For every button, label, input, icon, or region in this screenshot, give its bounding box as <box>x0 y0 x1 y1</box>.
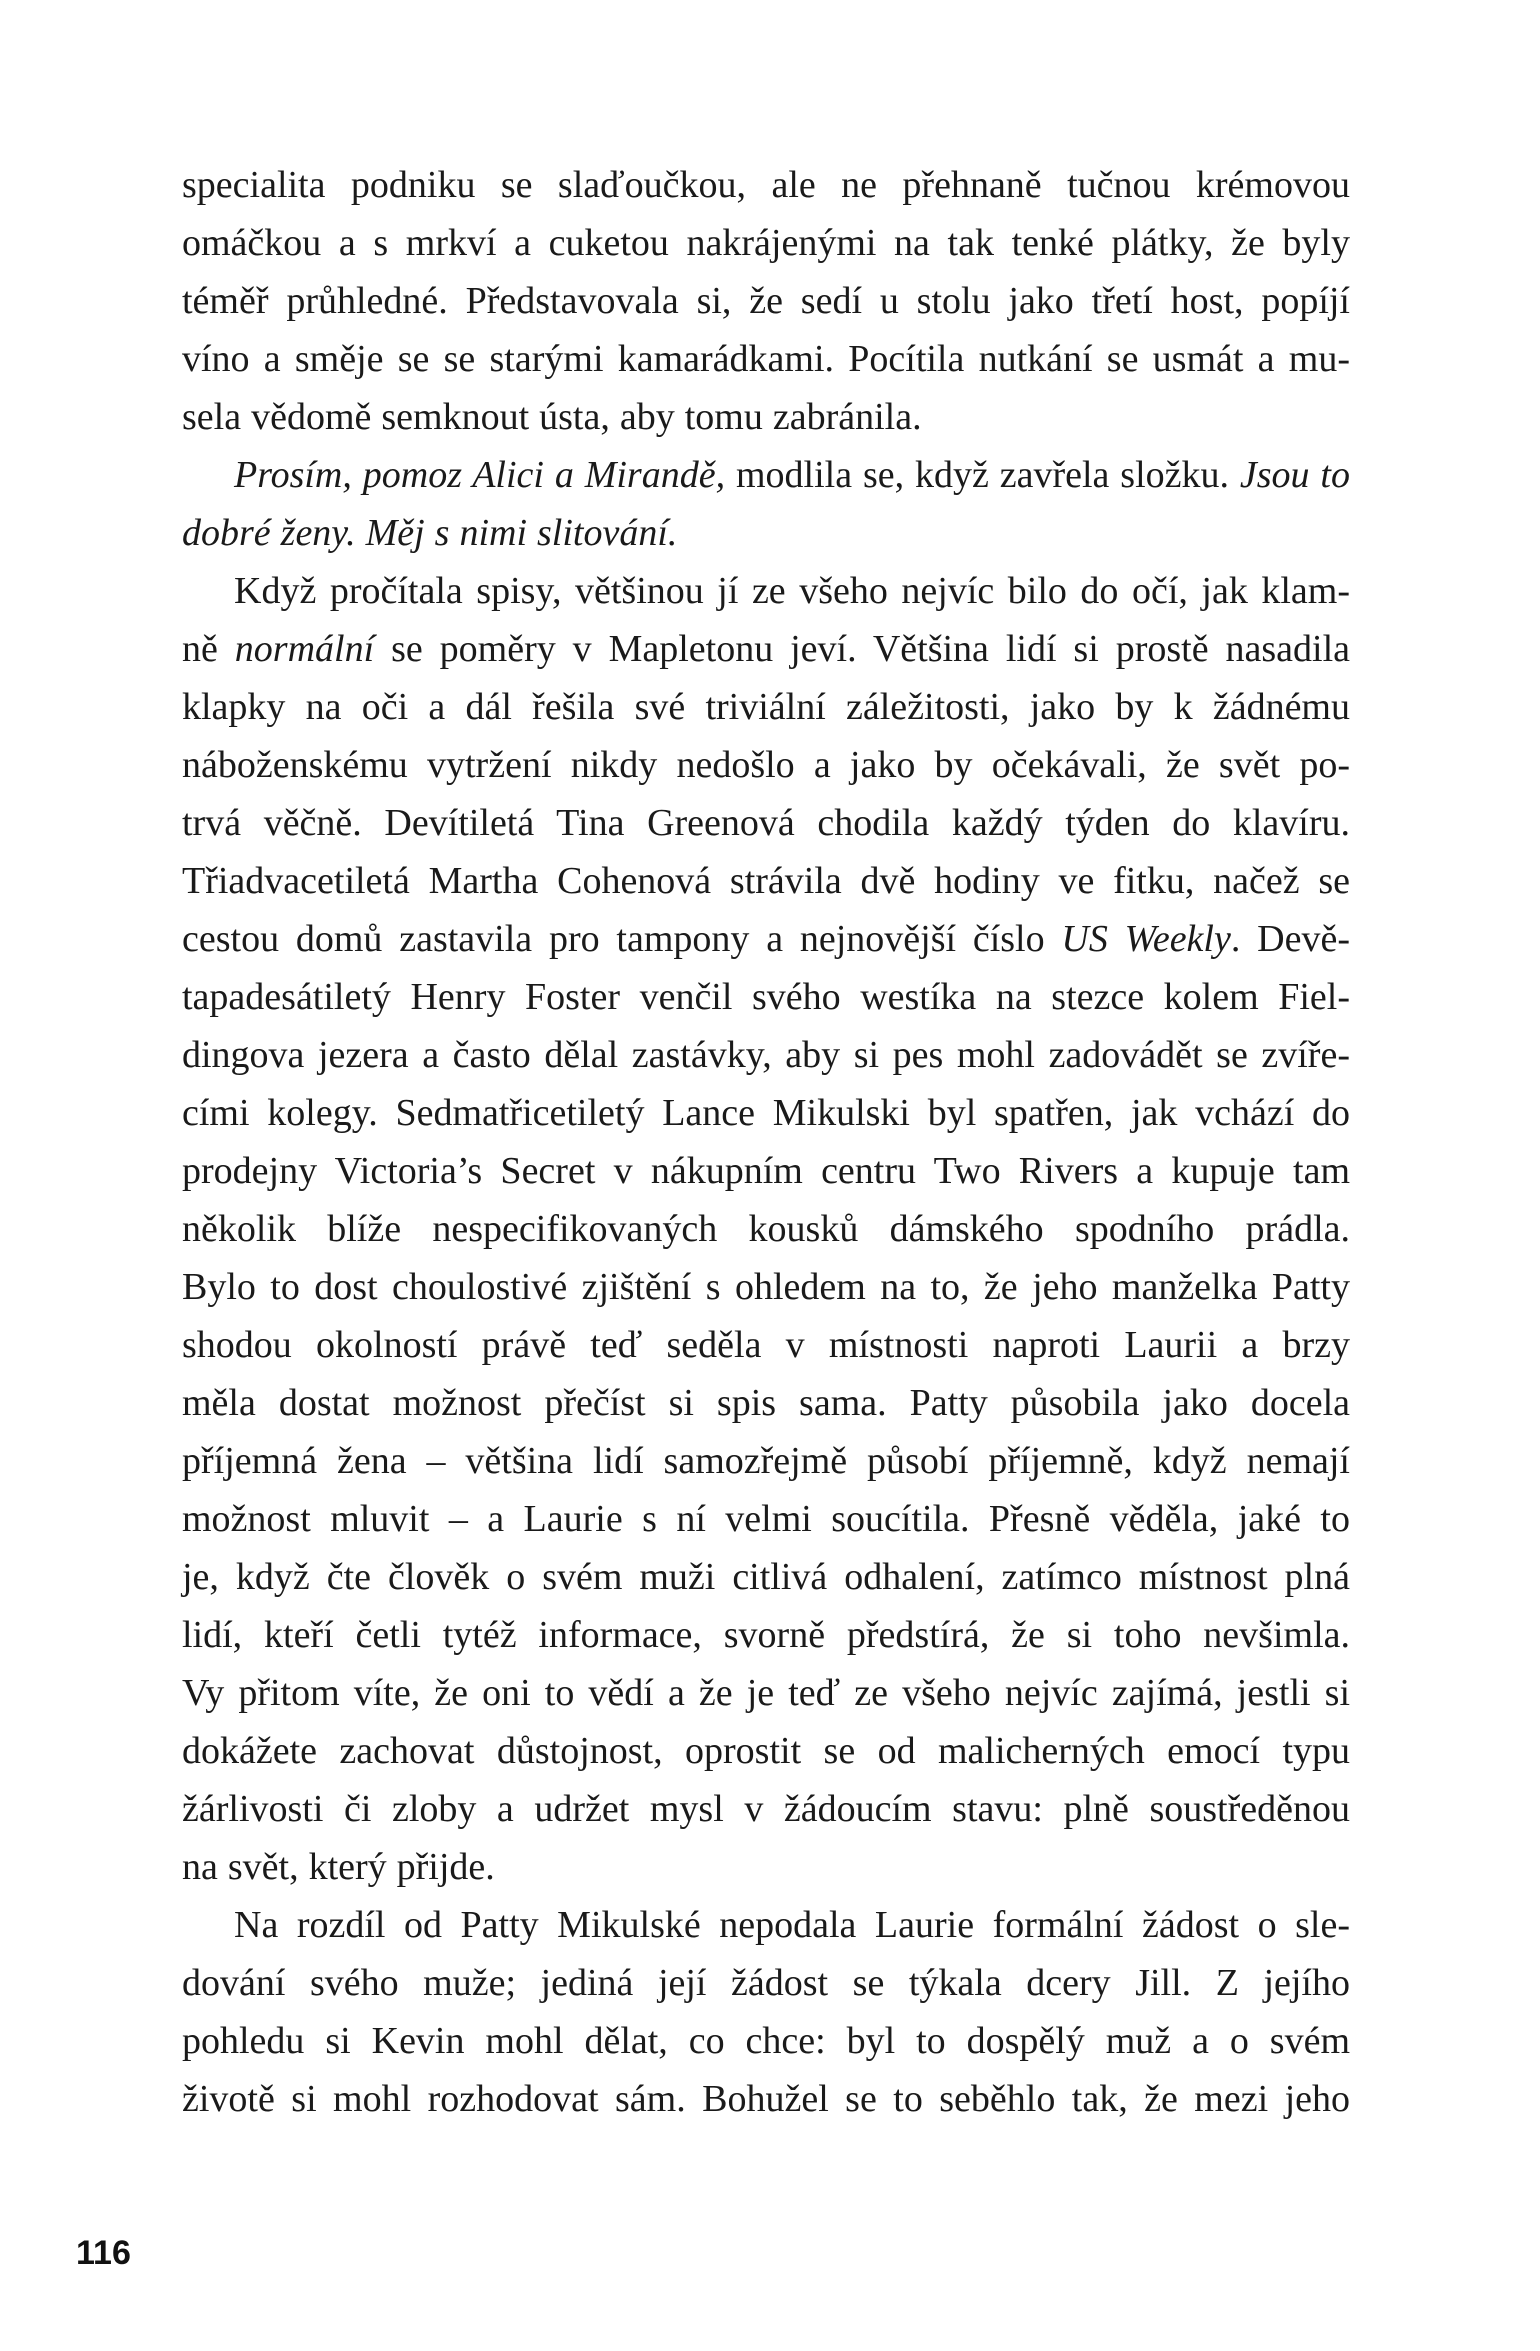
text-span: Na rozdíl od Patty Mikulské nepodala Laurie formální žádost o sle- <box>234 1904 1350 1946</box>
text-line <box>182 1664 1350 1722</box>
text-line <box>182 1258 1350 1316</box>
text-line <box>182 678 1350 736</box>
text-span-italic: dobré ženy. Měj s nimi slitování. <box>182 512 678 554</box>
text-line <box>182 330 1350 388</box>
text-span: . Devě- <box>1230 918 1350 960</box>
text-span-italic: US Weekly <box>1061 918 1231 960</box>
text-span: je, když čte člověk o svém muži citlivá odhalení, zatímco místnost plná <box>182 1556 1350 1598</box>
text-span: dokážete zachovat důstojnost, oprostit se od malicherných emocí typu <box>182 1730 1350 1772</box>
text-line <box>182 1432 1350 1490</box>
text-line <box>182 620 1350 678</box>
text-span: cími kolegy. Sedmatřicetiletý Lance Mikulski byl spatřen, jak vchází do <box>182 1092 1350 1134</box>
text-line <box>182 1490 1350 1548</box>
text-span: omáčkou a s mrkví a cuketou nakrájenými na tak tenké plátky, že byly <box>182 222 1350 264</box>
text-line <box>182 2070 1350 2128</box>
text-line <box>182 214 1350 272</box>
text-span: Když pročítala spisy, většinou jí ze všeho nejvíc bilo do očí, jak klam- <box>234 570 1350 612</box>
text-line <box>182 736 1350 794</box>
text-line <box>182 1548 1350 1606</box>
text-line <box>182 794 1350 852</box>
text-span-italic: Prosím, pomoz Alici a Mirandě, <box>234 454 726 496</box>
text-line <box>182 968 1350 1026</box>
text-span: ně <box>182 628 235 670</box>
text-line <box>182 1780 1350 1838</box>
page-text <box>182 156 1350 2128</box>
text-line <box>182 1142 1350 1200</box>
text-span-italic: Jsou to <box>1239 454 1350 496</box>
text-span: náboženskému vytržení nikdy nedošlo a jako by očekávali, že svět po- <box>182 744 1350 786</box>
text-span: příjemná žena – většina lidí samozřejmě působí příjemně, když nemají <box>182 1440 1350 1482</box>
text-line <box>182 388 1350 446</box>
text-span: klapky na oči a dál řešila své triviální záležitosti, jako by k žádnému <box>182 686 1350 728</box>
text-span: na svět, který přijde. <box>182 1846 495 1888</box>
text-line <box>182 1026 1350 1084</box>
text-line <box>182 2012 1350 2070</box>
text-span: se poměry v Mapletonu jeví. Většina lidí si prostě nasadila <box>374 628 1350 670</box>
text-line <box>182 1606 1350 1664</box>
text-span: měla dostat možnost přečíst si spis sama. Patty působila jako docela <box>182 1382 1350 1424</box>
text-line <box>182 446 1350 504</box>
text-span: trvá věčně. Devítiletá Tina Greenová chodila každý týden do klavíru. <box>182 802 1350 844</box>
text-line <box>182 1896 1350 1954</box>
text-span: tapadesátiletý Henry Foster venčil svého westíka na stezce kolem Fiel- <box>182 976 1350 1018</box>
text-span: pohledu si Kevin mohl dělat, co chce: byl to dospělý muž a o svém <box>182 2020 1350 2062</box>
text-line <box>182 156 1350 214</box>
text-span: modlila se, když zavřela složku. <box>725 454 1240 496</box>
text-span: Třiadvacetiletá Martha Cohenová strávila dvě hodiny ve fitku, načež se <box>182 860 1350 902</box>
text-span: lidí, kteří četli tytéž informace, svorně předstírá, že si toho nevšimla. <box>182 1614 1350 1656</box>
text-span: dování svého muže; jediná její žádost se týkala dcery Jill. Z jejího <box>182 1962 1350 2004</box>
text-span: téměř průhledné. Představovala si, že sedí u stolu jako třetí host, popíjí <box>182 280 1350 322</box>
text-span: dingova jezera a často dělal zastávky, aby si pes mohl zadovádět se zvíře- <box>182 1034 1350 1076</box>
text-line <box>182 1838 1350 1896</box>
text-span: žárlivosti či zloby a udržet mysl v žádoucím stavu: plně soustředěnou <box>182 1788 1350 1830</box>
text-span: cestou domů zastavila pro tampony a nejnovější číslo <box>182 918 1062 960</box>
text-line <box>182 1084 1350 1142</box>
text-span-italic: normální <box>234 628 375 670</box>
text-line <box>182 1374 1350 1432</box>
text-span: několik blíže nespecifikovaných kousků dámského spodního prádla. <box>182 1208 1350 1250</box>
text-line <box>182 1200 1350 1258</box>
text-line <box>182 852 1350 910</box>
text-line <box>182 1722 1350 1780</box>
text-line <box>182 1954 1350 2012</box>
text-span: víno a směje se se starými kamarádkami. Pocítila nutkání se usmát a mu- <box>182 338 1350 380</box>
text-span: možnost mluvit – a Laurie s ní velmi soucítila. Přesně věděla, jaké to <box>182 1498 1350 1540</box>
text-span: sela vědomě semknout ústa, aby tomu zabránila. <box>182 396 922 438</box>
text-span: Bylo to dost choulostivé zjištění s ohledem na to, že jeho manželka Patty <box>182 1266 1350 1308</box>
text-line <box>182 272 1350 330</box>
page-number: 116 <box>76 2234 131 2272</box>
text-span: specialita podniku se slaďoučkou, ale ne přehnaně tučnou krémovou <box>182 164 1350 206</box>
text-span: životě si mohl rozhodovat sám. Bohužel se to seběhlo tak, že mezi jeho <box>182 2078 1350 2120</box>
text-line <box>182 562 1350 620</box>
text-span: shodou okolností právě teď seděla v místnosti naproti Laurii a brzy <box>182 1324 1350 1366</box>
text-line <box>182 910 1350 968</box>
text-span: prodejny Victoria’s Secret v nákupním centru Two Rivers a kupuje tam <box>182 1150 1350 1192</box>
text-span: Vy přitom víte, že oni to vědí a že je teď ze všeho nejvíc zajímá, jestli si <box>182 1672 1350 1714</box>
text-line <box>182 504 1350 562</box>
text-line <box>182 1316 1350 1374</box>
